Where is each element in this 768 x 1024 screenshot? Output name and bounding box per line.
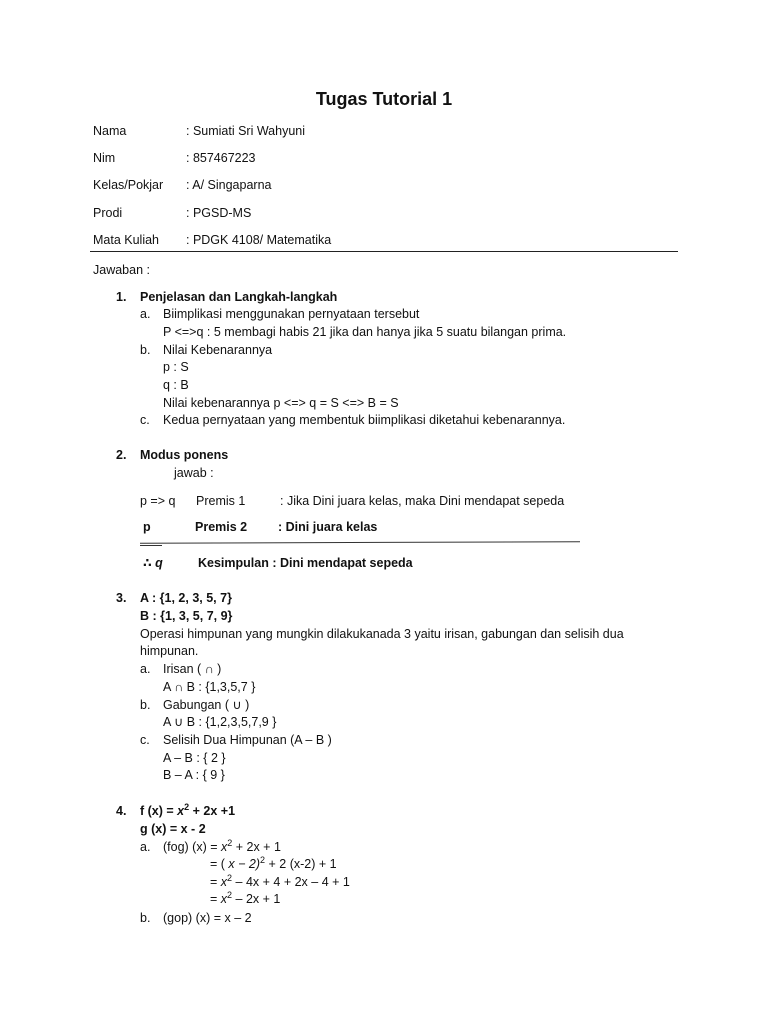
q1-a-marker: a. — [140, 307, 151, 321]
header-divider — [90, 251, 678, 252]
info-label-matakuliah: Mata Kuliah — [93, 233, 160, 247]
q2-conclusion-symbol: ∴ q — [143, 556, 163, 570]
q4-b-marker: b. — [140, 911, 151, 925]
info-value-matakuliah: : PDGK 4108/ Matematika — [186, 233, 332, 247]
q1-b-p: p : S — [163, 360, 189, 374]
q3-c-result2: B – A : { 9 } — [163, 768, 225, 782]
q3-a-result: A ∩ B : {1,3,5,7 } — [163, 680, 256, 694]
q3-a-text: Irisan ( ∩ ) — [163, 662, 222, 676]
q3-b-marker: b. — [140, 698, 151, 712]
info-value-kelas: : A/ Singaparna — [186, 178, 272, 192]
q3-a-marker: a. — [140, 662, 151, 676]
q1-b-q: q : B — [163, 378, 189, 392]
q1-b-text: Nilai Kebenarannya — [163, 343, 273, 357]
q1-a-statement: P <=>q : 5 membagi habis 21 jika dan hanya jika 5 suatu bilangan prima. — [163, 325, 567, 339]
q2-heading: Modus ponens — [140, 448, 229, 462]
q3-c-result1: A – B : { 2 } — [163, 751, 226, 765]
q1-c-marker: c. — [140, 413, 150, 427]
conclusion-dash — [140, 545, 162, 546]
q4-b-text: (gop) (x) = x – 2 — [163, 911, 252, 925]
q1-b-marker: b. — [140, 343, 151, 357]
q2-premis2-label: Premis 2 — [195, 520, 248, 534]
q1-number: 1. — [116, 290, 127, 304]
info-label-prodi: Prodi — [93, 206, 123, 220]
q4-g-function: g (x) = x - 2 — [140, 822, 206, 836]
q3-b-result: A ∪ B : {1,2,3,5,7,9 } — [163, 715, 277, 729]
q3-number: 3. — [116, 591, 127, 605]
q4-f-function: f $(x) = x^2 + 2x +1$ — [140, 801, 236, 818]
q3-b-text: Gabungan ( ∪ ) — [163, 698, 250, 712]
info-value-prodi: : PGSD-MS — [186, 206, 252, 220]
q2-premis1-symbol: p => q — [140, 494, 176, 508]
q2-conclusion-text: Kesimpulan : Dini mendapat sepeda — [198, 556, 413, 570]
q2-premis1-label: Premis 1 — [196, 494, 246, 508]
q4-number: 4. — [116, 804, 127, 818]
conclusion-line — [140, 541, 580, 544]
q4-a-step1: = ( x − 2)$^2$ + 2 (x-2) + 1 — [210, 854, 337, 871]
q3-description-line2: himpunan. — [140, 644, 199, 658]
info-value-nim: : 857467223 — [186, 151, 256, 165]
q2-premis2-symbol: p — [143, 520, 151, 534]
q1-b-value: Nilai kebenarannya p <=> q = S <=> B = S — [163, 396, 399, 410]
q1-c-text: Kedua pernyataan yang membentuk biimplikasi diketahui kebenarannya. — [163, 413, 566, 427]
q3-set-a: A : {1, 2, 3, 5, 7} — [140, 591, 232, 605]
q3-c-marker: c. — [140, 733, 150, 747]
q3-description-line1: Operasi himpunan yang mungkin dilakukanada 3 yaitu irisan, gabungan dan selisih dua — [140, 627, 624, 641]
info-value-nama: : Sumiati Sri Wahyuni — [186, 124, 306, 138]
q4-a-text: (fog) $(x) = x^2 + 2x + 1$ — [163, 837, 281, 854]
q3-c-text: Selisih Dua Himpunan (A – B ) — [163, 733, 332, 747]
info-label-nama: Nama — [93, 124, 127, 138]
q2-jawab: jawab : — [174, 466, 214, 480]
q1-heading: Penjelasan dan Langkah-langkah — [140, 290, 338, 304]
q1-a-text: Biimplikasi menggunakan pernyataan tersebut — [163, 307, 420, 321]
info-label-kelas: Kelas/Pokjar — [93, 178, 164, 192]
q4-a-step2: = $x^2 - 4x + 4 + 2x - 4 + 1$ — [210, 872, 350, 889]
q2-premis2-text: : Dini juara kelas — [278, 520, 378, 534]
q4-a-marker: a. — [140, 840, 151, 854]
q2-number: 2. — [116, 448, 127, 462]
jawaban-label: Jawaban : — [93, 263, 150, 277]
q3-set-b: B : {1, 3, 5, 7, 9} — [140, 609, 233, 623]
info-label-nim: Nim — [93, 151, 116, 165]
q4-a-step3: = $x^2 - 2x + 1$ — [210, 889, 281, 906]
q2-premis1-text: : Jika Dini juara kelas, maka Dini mendapat sepeda — [280, 494, 565, 508]
page-title: Tugas Tutorial 1 — [315, 89, 453, 109]
